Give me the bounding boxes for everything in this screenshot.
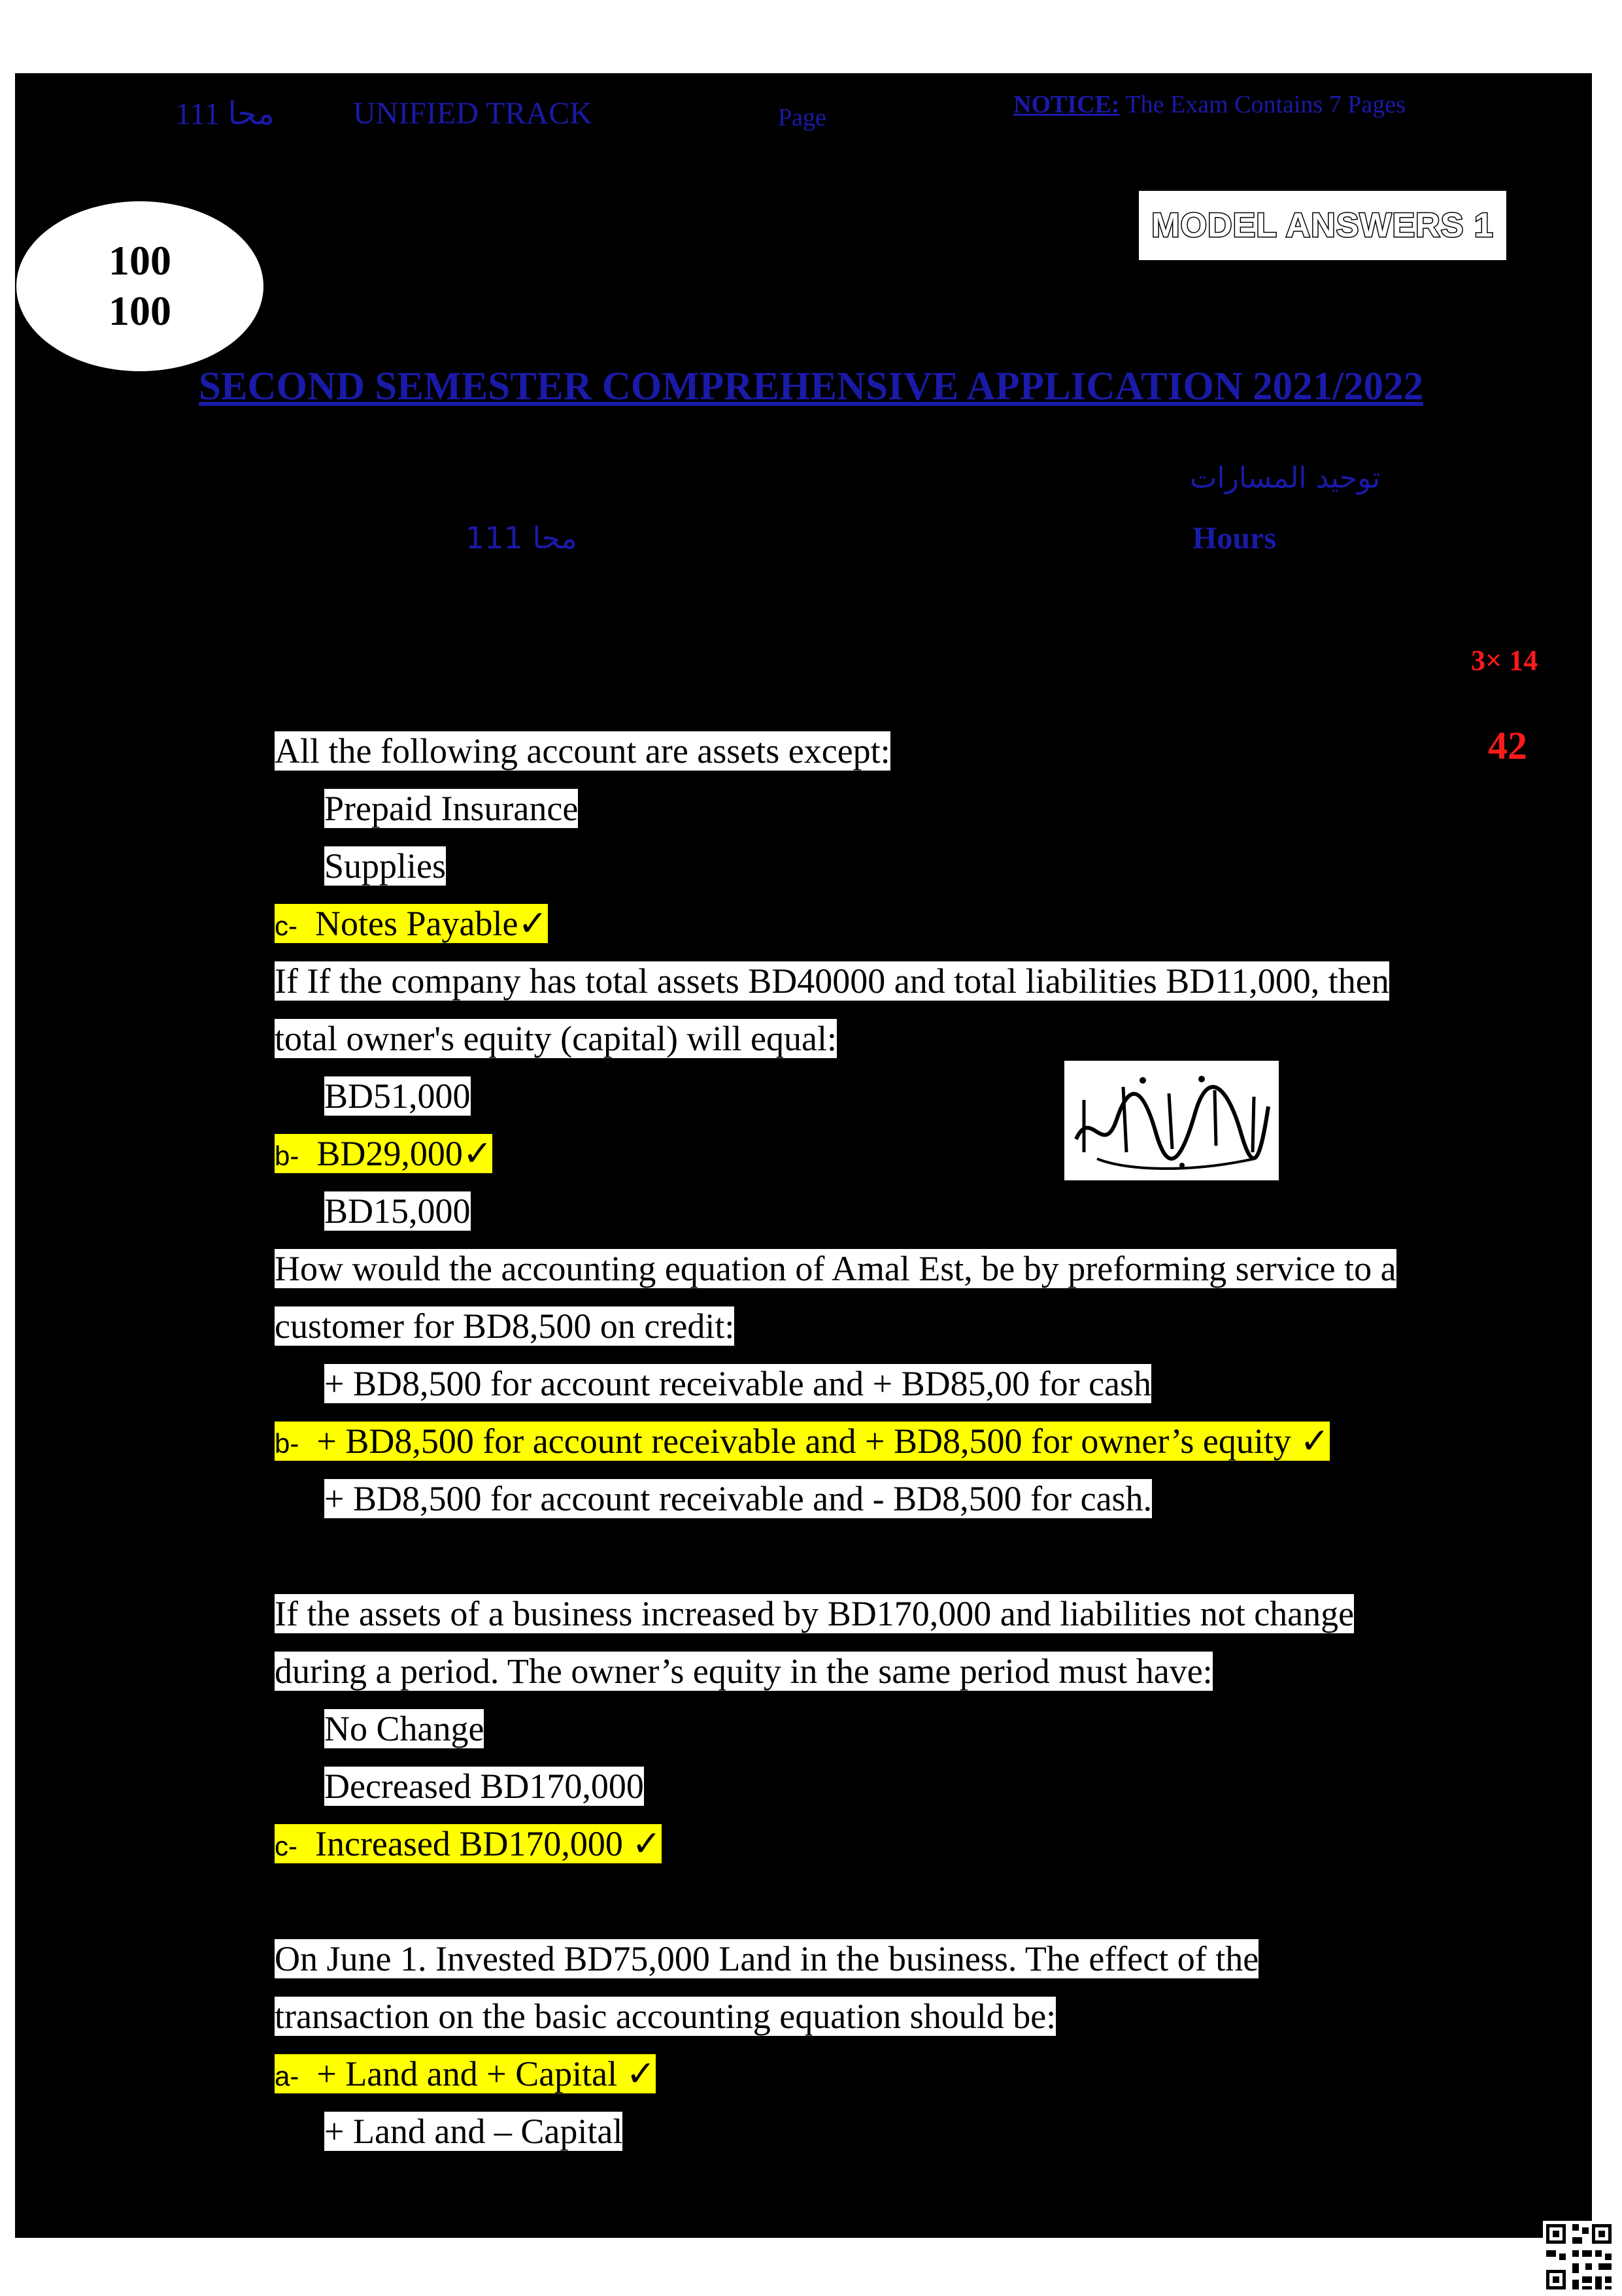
question-2-option-a[interactable]: BD51,000 (324, 1076, 471, 1116)
question-2-stem-line-1: If If the company has total assets BD40000 and total liabilities BD11,000, then (275, 961, 1389, 1001)
score-oval (16, 201, 263, 371)
option-letter: c- (275, 910, 297, 941)
option-letter: c- (275, 1831, 297, 1861)
question-4-option-b[interactable]: Decreased BD170,000 (324, 1767, 644, 1806)
hours-label: Hours (1192, 521, 1277, 556)
question-1-option-b[interactable]: Supplies (324, 846, 447, 886)
meta-course-code: محا 111 (465, 520, 577, 556)
signature-calligraphy (1064, 1061, 1279, 1180)
question-3-option-b-correct[interactable]: b- + BD8,500 for account receivable and + BD8,500 for owner’s equity ✓ (275, 1422, 1330, 1461)
arabic-track: توحيد المسارات (1190, 461, 1381, 495)
question-2-option-b-correct[interactable]: b- BD29,000✓ (275, 1134, 493, 1173)
question-1-option-c-correct[interactable]: c- Notes Payable✓ (275, 904, 548, 943)
question-4-option-c-correct[interactable]: c- Increased BD170,000 ✓ (275, 1824, 662, 1863)
qr-code-icon (1543, 2221, 1615, 2293)
signature-image (1064, 1061, 1279, 1180)
header-course-code: محا 111 (175, 97, 275, 131)
option-letter: b- (275, 1428, 299, 1459)
model-answers-badge (1139, 191, 1506, 260)
model-answers-label: MODEL ANSWERS 1 (1151, 207, 1494, 244)
notice-label: NOTICE: (1013, 91, 1120, 118)
question-1-option-a[interactable]: Prepaid Insurance (324, 789, 579, 828)
question-4-stem-line-2: during a period. The owner’s equity in the same period must have: (275, 1652, 1213, 1691)
question-5-stem-line-2: transaction on the basic accounting equation should be: (275, 1997, 1056, 2036)
question-3-option-a[interactable]: + BD8,500 for account receivable and + BD85,00 for cash (324, 1364, 1152, 1403)
qr-code (1543, 2221, 1615, 2293)
option-letter: a- (275, 2061, 299, 2091)
score-bottom: 100 (109, 288, 171, 334)
question-2-option-c[interactable]: BD15,000 (324, 1191, 471, 1231)
question-3-option-c[interactable]: + BD8,500 for account receivable and - BD8,500 for cash. (324, 1479, 1153, 1518)
exam-title: SECOND SEMESTER COMPREHENSIVE APPLICATION 2021/2022 (198, 365, 1424, 408)
marks-formula: 3× 14 (1471, 644, 1538, 676)
question-2-stem-line-2: total owner's equity (capital) will equal: (275, 1019, 837, 1058)
question-4-stem-line-1: If the assets of a business increased by BD170,000 and liabilities not change (275, 1594, 1355, 1633)
header-track: UNIFIED TRACK (353, 96, 592, 131)
question-3-stem-line-1: How would the accounting equation of Amal Est, be by preforming service to a (275, 1249, 1396, 1288)
marks-total: 42 (1488, 724, 1527, 767)
question-5-option-b[interactable]: + Land and – Capital (324, 2112, 623, 2151)
score-top: 100 (109, 237, 171, 284)
question-4-option-a[interactable]: No Change (324, 1709, 484, 1748)
header-notice (1013, 90, 1406, 119)
option-letter: b- (275, 1140, 299, 1171)
question-1-stem: All the following account are assets except: (275, 731, 890, 771)
notice-text: The Exam Contains 7 Pages (1125, 91, 1406, 118)
header-page-label: Page (778, 104, 826, 131)
question-5-option-a-correct[interactable]: a- + Land and + Capital ✓ (275, 2054, 656, 2093)
question-5-stem-line-1: On June 1. Invested BD75,000 Land in the business. The effect of the (275, 1939, 1259, 1978)
question-3-stem-line-2: customer for BD8,500 on credit: (275, 1306, 735, 1346)
